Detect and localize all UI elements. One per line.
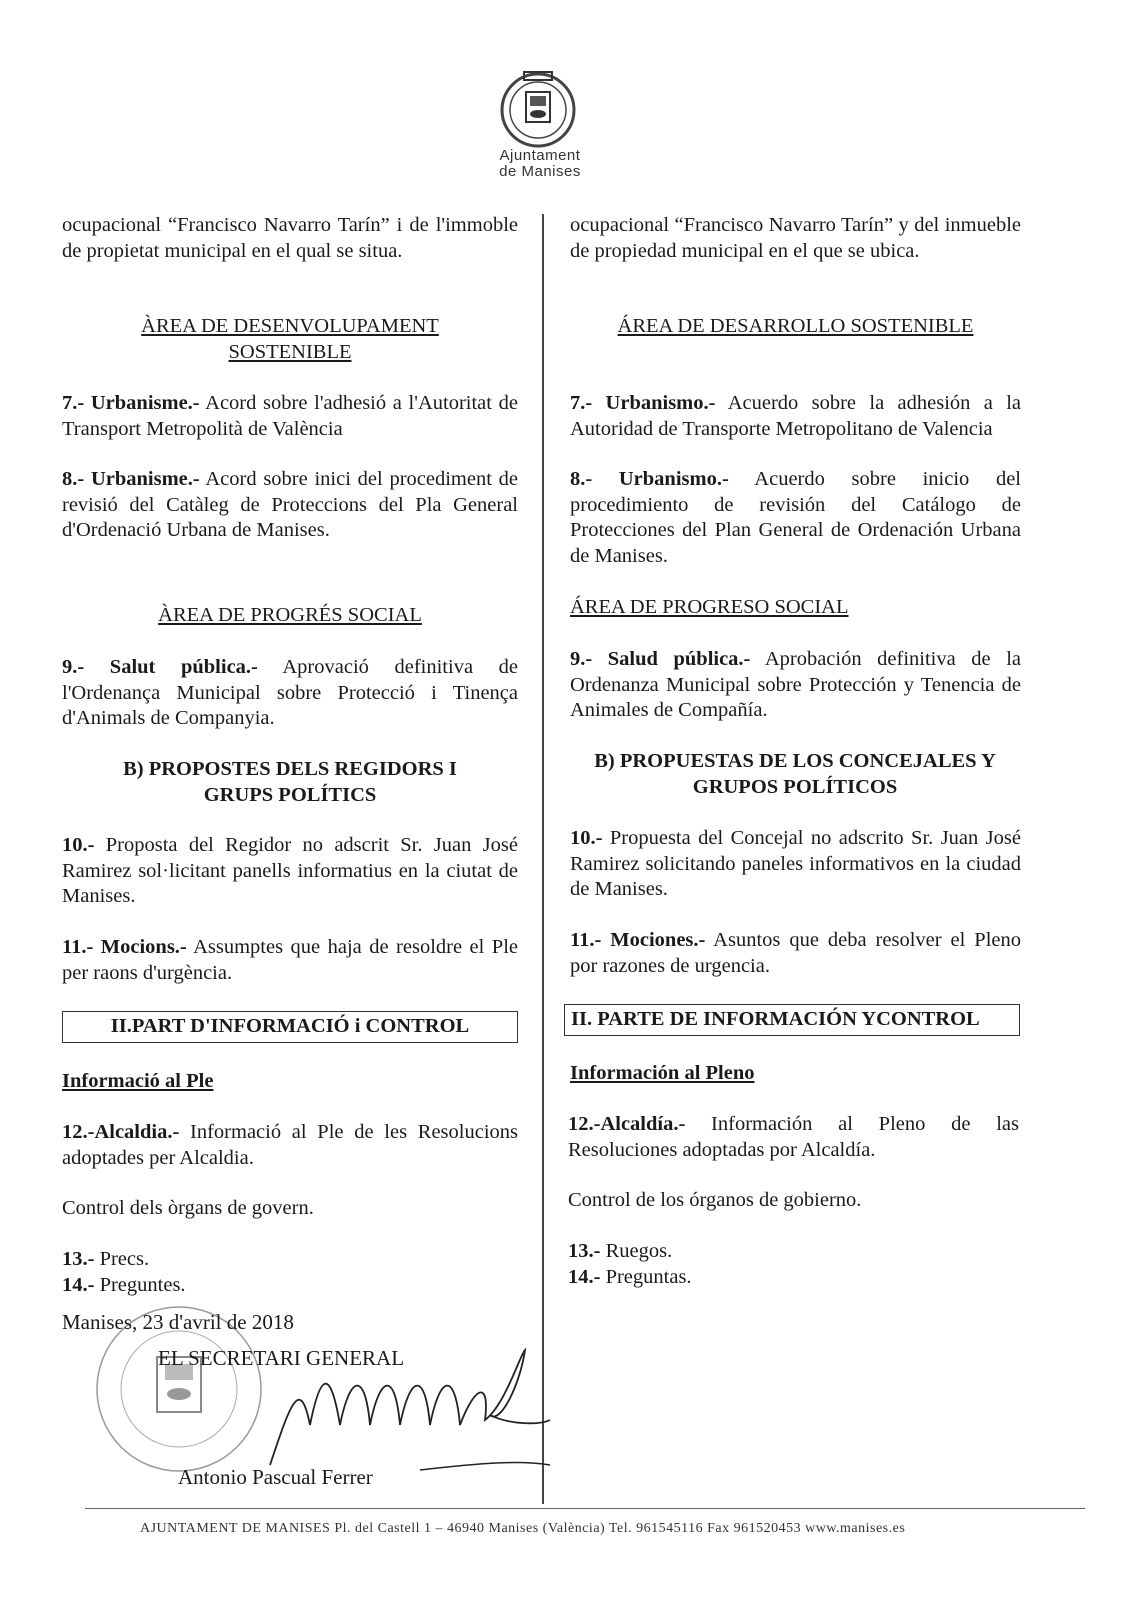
left-item-11: 11.- Mocions.- Assumptes que haja de resoldre el Ple per raons d'urgència.	[62, 936, 518, 984]
left-section-b: B) PROPOSTES DELS REGIDORS I GRUPS POLÍTICS	[123, 758, 457, 806]
left-section-ii: II.PART D'INFORMACIÓ i CONTROL	[62, 1011, 518, 1043]
left-area-heading-2: ÀREA DE PROGRÉS SOCIAL	[158, 604, 422, 626]
right-control: Control de los órganos de gobierno.	[568, 1189, 862, 1211]
logo-text	[470, 148, 610, 180]
right-item-14: 14.- Preguntas.	[568, 1266, 692, 1288]
left-item-8: 8.- Urbanisme.- Acord sobre inici del procediment de revisió del Catàleg de Proteccions del Pla General d'Ordenació Urbana de Manises.	[62, 468, 518, 541]
left-area-heading-1: ÀREA DE DESENVOLUPAMENT SOSTENIBLE	[141, 315, 439, 363]
signing-date: Manises, 23 d'avril de 2018	[62, 1310, 294, 1334]
left-intro: ocupacional “Francisco Navarro Tarín” i de l'immoble de propietat municipal en el qual se situa.	[62, 214, 518, 262]
right-item-9: 9.- Salud pública.- Aprobación definitiva de la Ordenanza Municipal sobre Protección y Tenencia de Animales de Compañía.	[570, 648, 1022, 721]
right-item-11: 11.- Mociones.- Asuntos que deba resolver el Pleno por razones de urgencia.	[570, 929, 1021, 977]
right-area-heading-2: ÁREA DE PROGRESO SOCIAL	[570, 596, 849, 618]
handwritten-signature	[250, 1345, 570, 1475]
signer-title: EL SECRETARI GENERAL	[158, 1346, 405, 1370]
column-divider	[542, 214, 544, 1504]
left-item-10: 10.- Proposta del Regidor no adscrit Sr. Juan José Ramirez sol·licitant panells informatius en la ciutat de Manises.	[62, 834, 518, 907]
left-item-12: 12.-Alcaldia.- Informació al Ple de les Resolucions adoptades per Alcaldia.	[62, 1121, 518, 1169]
right-item-13: 13.- Ruegos.	[568, 1240, 673, 1262]
right-section-ii: II. PARTE DE INFORMACIÓN YCONTROL	[564, 1004, 1020, 1036]
right-section-b: B) PROPUESTAS DE LOS CONCEJALES Y GRUPOS POLÍTICOS	[594, 750, 996, 798]
left-item-9: 9.- Salut pública.- Aprovació definitiva de l'Ordenança Municipal sobre Protecció i Tinença d'Animals de Companyia.	[62, 656, 518, 729]
left-item-7: 7.- Urbanisme.- Acord sobre l'adhesió a l'Autoritat de Transport Metropolità de València	[62, 392, 518, 440]
left-item-14: 14.- Preguntes.	[62, 1274, 186, 1296]
signer-name: Antonio Pascual Ferrer	[178, 1465, 373, 1489]
right-item-8: 8.- Urbanismo.- Acuerdo sobre inicio del procedimiento de revisión del Catálogo de Protecciones del Plan General de Ordenación Urbana de Manises.	[570, 468, 1021, 567]
right-item-7: 7.- Urbanismo.- Acuerdo sobre la adhesión a la Autoridad de Transporte Metropolitano de Valencia	[570, 392, 1021, 440]
footer-rule	[85, 1508, 1085, 1509]
footer-address: AJUNTAMENT DE MANISES Pl. del Castell 1 – 46940 Manises (València) Tel. 961545116 Fax 961520453 www.manises.es	[140, 1521, 906, 1536]
left-info-heading: Informació al Ple	[62, 1070, 214, 1092]
left-control: Control dels òrgans de govern.	[62, 1197, 314, 1219]
right-item-12: 12.-Alcaldía.- Información al Pleno de las Resoluciones adoptadas por Alcaldía.	[568, 1113, 1019, 1161]
left-item-13: 13.- Precs.	[62, 1248, 150, 1270]
logo-line1: Ajuntament	[499, 147, 581, 164]
coat-of-arms-logo	[488, 62, 588, 152]
right-area-heading-1: ÁREA DE DESARROLLO SOSTENIBLE	[617, 315, 974, 337]
right-item-10: 10.- Propuesta del Concejal no adscrito Sr. Juan José Ramirez solicitando paneles informativos en la ciudad de Manises.	[570, 827, 1021, 900]
right-intro: ocupacional “Francisco Navarro Tarín” y del inmueble de propiedad municipal en el que se ubica.	[570, 214, 1021, 262]
logo-line2: de Manises	[499, 163, 581, 180]
right-info-heading: Información al Pleno	[570, 1062, 755, 1084]
